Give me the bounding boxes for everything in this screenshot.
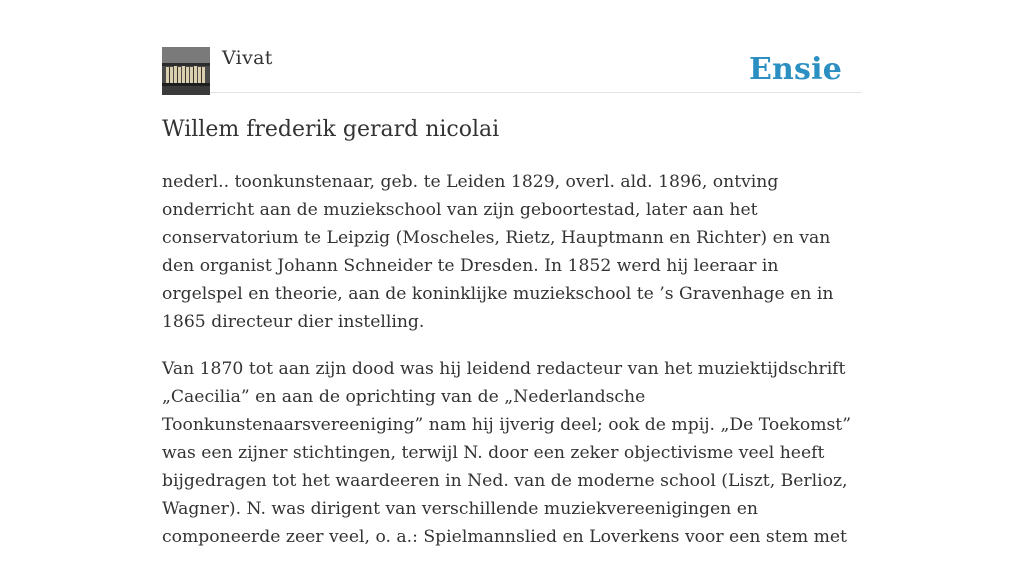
article-paragraph: nederl.. toonkunstenaar, geb. te Leiden 1829, overl. ald. 1896, ontving onderricht aan de muziekschool van zijn geboortestad, later aan het conservatorium te Leipzig (Moscheles, Rietz, Hauptmann en Richter) en van den organist Johann Schneider te Dresden. In 1852 werd hij leeraar in orgelspel en theorie, aan de koninklijke muziekschool te ’s Gravenhage en in 1865 directeur dier instelling.: [162, 172, 834, 332]
article-title: Willem frederik gerard nicolai: [162, 117, 500, 142]
bookshelf-avatar-icon: [162, 47, 210, 95]
source-avatar[interactable]: [162, 47, 210, 95]
header: [162, 46, 862, 93]
article-paragraph: Van 1870 tot aan zijn dood was hij leidend redacteur van het muziektijdschrift „Caecilia” en aan de oprichting van de „Nederlandsche Toonkunstenaarsvereeniging” nam hij ijverig deel; ook de mpij. „De Toekomst” was een zijner stichtingen, terwijl N. door een zeker objectivisme veel heeft bijgedragen tot het waardeeren in Ned. van de moderne school (Liszt, Berlioz, Wagner). N. was dirigent van verschillende muziekvereenigingen en componeerde zeer veel, o. a.: Spielmannslied en Loverkens voor een stem met: [162, 359, 852, 547]
source-name[interactable]: Vivat: [222, 47, 273, 69]
article-body: [162, 168, 862, 570]
brand-logo[interactable]: Ensie: [748, 52, 842, 87]
